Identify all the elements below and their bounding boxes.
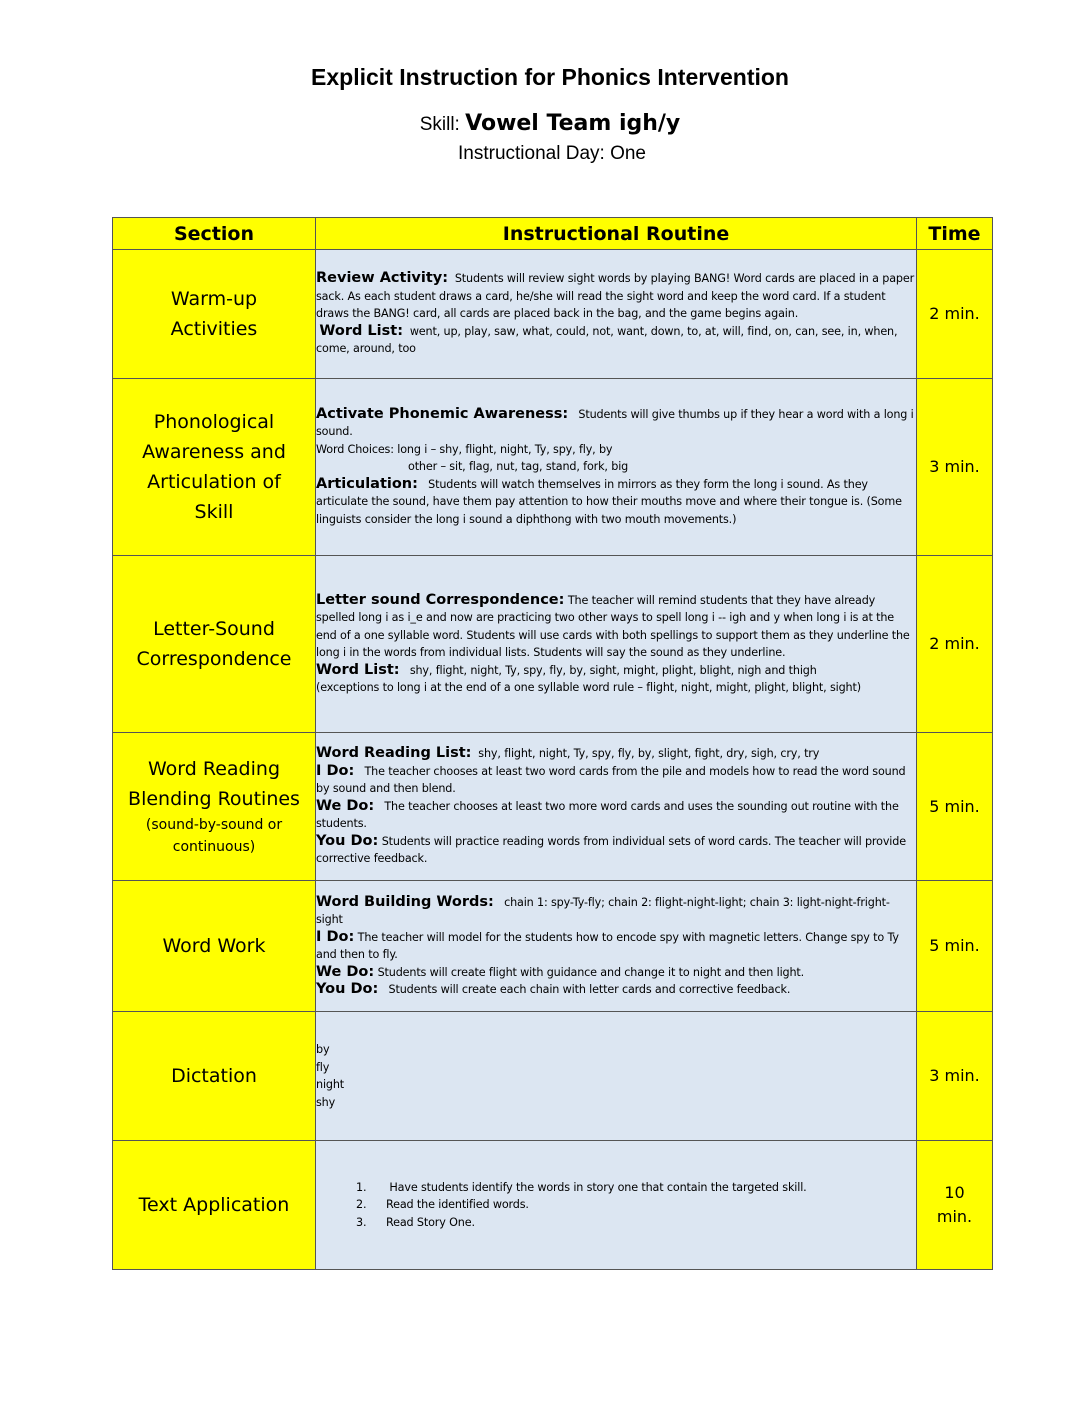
section-cell — [113, 1141, 316, 1270]
table-header-row — [113, 218, 993, 250]
routine-text: Students will watch themselves in mirrors as they form the long i sound. As they articulate the sound, have them pay attention to how their mouths move and where their tongue is. (Some linguists consider the long i sound a diphthong with two mouth movements.) — [316, 477, 902, 526]
section-name: Word Reading Blending Routines — [128, 757, 300, 810]
time-cell: 2 min. — [917, 556, 993, 733]
routine-line: other – sit, flag, nut, tag, stand, fork, big — [408, 460, 629, 474]
instruction-table — [112, 217, 993, 1270]
routine-cell — [316, 250, 917, 379]
table-row — [113, 1012, 993, 1141]
routine-cell — [316, 881, 917, 1012]
skill-line — [0, 111, 1088, 136]
routine-text: Students will review sight words by playing BANG! Word cards are placed in a paper sack. As each student draws a card, he/she will read the sight word and keep the word card. If a student draws the BANG! card, all cards are placed back in the bag, and the game begins again. — [316, 272, 915, 321]
table-row — [113, 250, 993, 379]
dictation-word: shy — [316, 1095, 336, 1109]
routine-line — [316, 323, 916, 358]
section-name: Word Work — [162, 935, 266, 957]
step-text: Read the identified words. — [386, 1198, 529, 1212]
section-cell — [113, 1012, 316, 1141]
document-title: Explicit Instruction for Phonics Intervention — [311, 64, 789, 90]
routine-label: Review Activity: — [316, 270, 449, 287]
routine-cell — [316, 1141, 917, 1270]
routine-text: The teacher will remind students that they have already spelled long i as i_e and now are practicing two other ways to spell long i -- igh and y when long i is at the end of a one syllable word. Students will use cards with both spellings to support them as they underline the long i in the words from individual lists. Students will say the sound as they underline. — [316, 593, 910, 659]
time-cell — [917, 1141, 993, 1270]
table-row — [113, 379, 993, 556]
instructional-day: Instructional Day: One — [458, 143, 646, 164]
time-cell: 5 min. — [917, 733, 993, 881]
routine-line: (exceptions to long i at the end of a one syllable word rule – flight, night, might, plight, blight, sight) — [316, 681, 861, 694]
time-value: 10 min. — [936, 1183, 973, 1226]
routine-label: I Do: — [316, 762, 355, 779]
routine-text: Students will give thumbs up if they hear a word with a long i sound. — [316, 407, 914, 439]
header-section: Section — [113, 218, 316, 250]
routine-label: Word Building Words: — [316, 893, 494, 910]
table-row — [113, 733, 993, 881]
routine-label: Word List: — [316, 661, 400, 678]
routine-text: The teacher chooses at least two word cards from the pile and models how to read the word sound by sound and then blend. — [316, 764, 906, 796]
section-name: Text Application — [138, 1194, 290, 1216]
time-cell: 5 min. — [917, 881, 993, 1012]
section-cell — [113, 250, 316, 379]
list-item — [356, 1214, 916, 1232]
routine-label: I Do: — [316, 928, 355, 945]
section-cell — [113, 379, 316, 556]
routine-text: shy, flight, night, Ty, spy, fly, by, sight, might, plight, blight, nigh and thigh — [409, 663, 817, 677]
skill-value: Vowel Team igh/y — [465, 111, 681, 136]
routine-label: We Do: — [316, 963, 375, 980]
routine-line — [316, 662, 916, 680]
routine-cell — [316, 379, 917, 556]
routine-cell — [316, 1012, 917, 1141]
routine-label: We Do: — [316, 797, 375, 814]
step-text: Read Story One. — [386, 1215, 475, 1229]
routine-text: Students will create flight with guidance and change it to night and then light. — [377, 965, 805, 979]
routine-text: The teacher chooses at least two more word cards and uses the sounding out routine with the students. — [316, 799, 899, 831]
step-number: 1. — [356, 1180, 367, 1194]
routine-line: Word Choices: long i – shy, flight, night, Ty, spy, fly, by — [316, 442, 613, 456]
dictation-word: by — [316, 1043, 330, 1056]
step-number: 3. — [356, 1215, 367, 1229]
step-number: 2. — [356, 1198, 367, 1212]
routine-label: Word List: — [319, 322, 403, 339]
step-list — [316, 1179, 916, 1232]
routine-label: Letter sound Correspondence: — [316, 591, 565, 608]
routine-label: Word Reading List: — [316, 745, 472, 762]
header-time: Time — [917, 218, 993, 250]
table-row — [113, 1141, 993, 1270]
routine-text: Students will create each chain with letter cards and corrective feedback. — [388, 983, 791, 996]
section-cell — [113, 733, 316, 881]
list-item — [356, 1196, 916, 1214]
routine-text: The teacher will model for the students how to encode spy with magnetic letters. Change spy to Ty and then to fly. — [316, 930, 899, 961]
routine-line — [316, 745, 916, 763]
time-cell: 2 min. — [917, 250, 993, 379]
routine-label: You Do: — [316, 981, 379, 997]
routine-text: shy, flight, night, Ty, spy, fly, by, slight, fight, dry, sigh, cry, try — [478, 747, 820, 761]
section-name: Letter-Sound Correspondence — [136, 618, 292, 670]
section-name: Dictation — [171, 1065, 257, 1087]
routine-label: Activate Phonemic Awareness: — [316, 405, 569, 422]
table-row — [113, 556, 993, 733]
routine-label: You Do: — [316, 832, 379, 849]
header-routine: Instructional Routine — [316, 218, 917, 250]
table-row — [113, 881, 993, 1012]
step-text: Have students identify the words in story one that contain the targeted skill. — [386, 1180, 807, 1194]
routine-text: chain 1: spy-Ty-fly; chain 2: flight-night-light; chain 3: light-night-fright-sight — [316, 895, 890, 926]
section-cell — [113, 881, 316, 1012]
routine-text: Students will practice reading words from individual sets of word cards. The teacher will provide corrective feedback. — [316, 834, 906, 866]
section-name: Phonological Awareness and Articulation of Skill — [142, 411, 286, 523]
skill-label: Skill: — [419, 114, 460, 135]
section-subtitle: (sound-by-sound or continuous) — [145, 816, 283, 855]
time-cell: 3 min. — [917, 379, 993, 556]
section-cell — [113, 556, 316, 733]
routine-label: Articulation: — [316, 475, 418, 492]
list-item — [356, 1179, 916, 1197]
section-name: Warm-up Activities — [170, 288, 258, 340]
time-cell: 3 min. — [917, 1012, 993, 1141]
routine-cell — [316, 556, 917, 733]
dictation-word: fly — [316, 1060, 330, 1074]
routine-text: went, up, play, saw, what, could, not, want, down, to, at, will, find, on, can, see, in, when, come, around, too — [316, 324, 898, 356]
dictation-word: night — [316, 1078, 345, 1091]
routine-cell — [316, 733, 917, 881]
